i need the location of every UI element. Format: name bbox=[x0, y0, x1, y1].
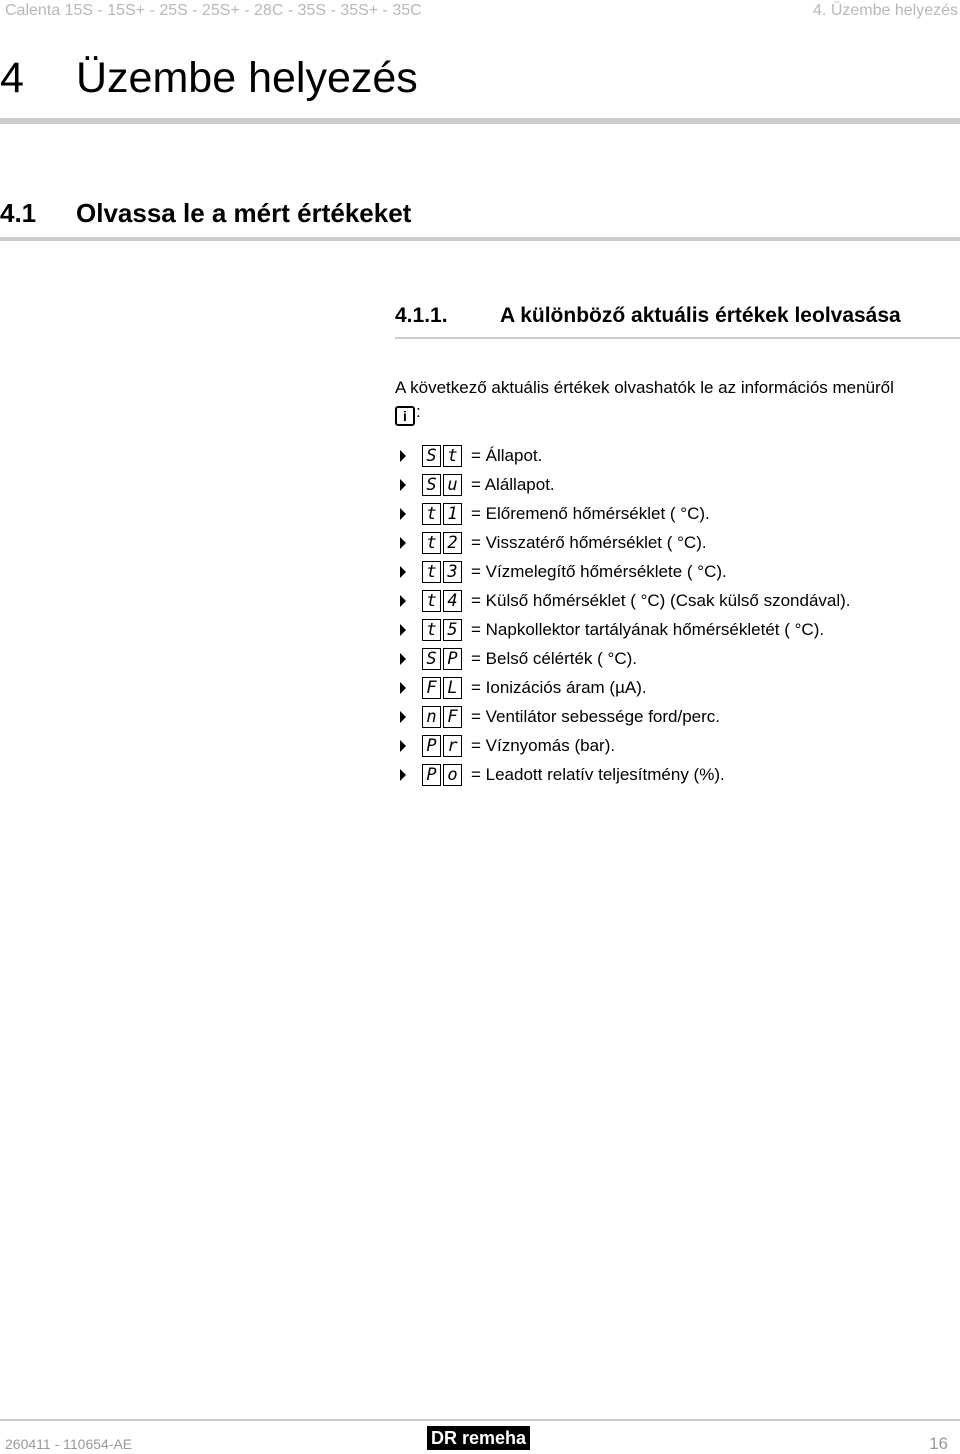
display-segment: P bbox=[422, 735, 441, 757]
item-description: = Víznyomás (bar). bbox=[471, 735, 616, 755]
display-segment: 4 bbox=[443, 590, 462, 612]
chapter-rule bbox=[0, 118, 960, 124]
display-code bbox=[422, 445, 462, 467]
display-segment: F bbox=[422, 677, 441, 699]
bullet-arrow-icon bbox=[400, 682, 406, 694]
display-segment: t bbox=[422, 503, 441, 525]
intro-paragraph bbox=[395, 376, 955, 426]
item-description: = Vízmelegítő hőmérséklete ( °C). bbox=[471, 561, 727, 581]
list-item bbox=[400, 441, 851, 470]
section-rule bbox=[0, 237, 960, 241]
running-header-right: 4. Üzembe helyezés bbox=[813, 2, 958, 19]
intro-text: A következő aktuális értékek olvashatók le az információs menüről bbox=[395, 378, 894, 397]
item-description: = Visszatérő hőmérséklet ( °C). bbox=[471, 532, 707, 552]
list-item bbox=[400, 644, 851, 673]
display-code bbox=[422, 532, 462, 554]
display-segment: S bbox=[422, 445, 441, 467]
subsection-rule bbox=[395, 337, 960, 339]
display-code bbox=[422, 561, 462, 583]
item-description: = Ventilátor sebessége ford/perc. bbox=[471, 706, 721, 726]
list-item bbox=[400, 557, 851, 586]
display-segment: t bbox=[422, 561, 441, 583]
bullet-arrow-icon bbox=[400, 566, 406, 578]
subsection-title: A különböző aktuális értékek leolvasása bbox=[500, 304, 901, 327]
list-item bbox=[400, 760, 851, 789]
intro-suffix: : bbox=[416, 402, 421, 421]
display-code bbox=[422, 648, 462, 670]
list-item bbox=[400, 615, 851, 644]
chapter-title: Üzembe helyezés bbox=[76, 54, 418, 102]
page-number: 16 bbox=[929, 1434, 948, 1453]
info-icon: i bbox=[395, 406, 415, 426]
bullet-arrow-icon bbox=[400, 624, 406, 636]
bullet-arrow-icon bbox=[400, 508, 406, 520]
display-code bbox=[422, 503, 462, 525]
list-item bbox=[400, 499, 851, 528]
item-description: = Alállapot. bbox=[471, 474, 555, 494]
display-code bbox=[422, 619, 462, 641]
chapter-number: 4 bbox=[0, 54, 24, 102]
item-description: = Ionizációs áram (µA). bbox=[471, 677, 647, 697]
list-item bbox=[400, 702, 851, 731]
bullet-arrow-icon bbox=[400, 740, 406, 752]
display-segment: t bbox=[422, 590, 441, 612]
display-segment: n bbox=[422, 706, 441, 728]
display-code bbox=[422, 590, 462, 612]
item-description: = Napkollektor tartályának hőmérsékletét ( °C). bbox=[471, 619, 825, 639]
display-code bbox=[422, 735, 462, 757]
display-segment: S bbox=[422, 474, 441, 496]
item-description: = Állapot. bbox=[471, 445, 543, 465]
display-segment: t bbox=[422, 532, 441, 554]
bullet-arrow-icon bbox=[400, 537, 406, 549]
remeha-logo: DR remeha bbox=[427, 1426, 530, 1450]
display-segment: 5 bbox=[443, 619, 462, 641]
display-segment: 2 bbox=[443, 532, 462, 554]
item-description: = Leadott relatív teljesítmény (%). bbox=[471, 764, 725, 784]
display-segment: t bbox=[443, 445, 462, 467]
item-description: = Előremenő hőmérséklet ( °C). bbox=[471, 503, 710, 523]
display-code bbox=[422, 764, 462, 786]
item-description: = Külső hőmérséklet ( °C) (Csak külső szondával). bbox=[471, 590, 851, 610]
bullet-arrow-icon bbox=[400, 595, 406, 607]
display-segment: 1 bbox=[443, 503, 462, 525]
bullet-arrow-icon bbox=[400, 479, 406, 491]
list-item bbox=[400, 673, 851, 702]
subsection-number: 4.1.1. bbox=[395, 304, 448, 327]
section-title: Olvassa le a mért értékeket bbox=[76, 198, 412, 228]
bullet-arrow-icon bbox=[400, 711, 406, 723]
display-segment: S bbox=[422, 648, 441, 670]
section-number: 4.1 bbox=[0, 198, 37, 228]
list-item bbox=[400, 528, 851, 557]
display-segment: t bbox=[422, 619, 441, 641]
display-segment: F bbox=[443, 706, 462, 728]
chapter-heading bbox=[0, 54, 418, 103]
list-item bbox=[400, 470, 851, 499]
readings-list bbox=[400, 441, 851, 789]
list-item bbox=[400, 731, 851, 760]
display-segment: r bbox=[443, 735, 462, 757]
display-code bbox=[422, 706, 462, 728]
subsection-heading bbox=[395, 304, 901, 328]
display-code bbox=[422, 474, 462, 496]
display-segment: o bbox=[443, 764, 462, 786]
section-heading bbox=[0, 198, 411, 229]
display-segment: P bbox=[443, 648, 462, 670]
display-segment: u bbox=[443, 474, 462, 496]
running-header-left: Calenta 15S - 15S+ - 25S - 25S+ - 28C - 35S - 35S+ - 35C bbox=[5, 2, 422, 19]
display-segment: L bbox=[443, 677, 462, 699]
bullet-arrow-icon bbox=[400, 653, 406, 665]
display-segment: 3 bbox=[443, 561, 462, 583]
bullet-arrow-icon bbox=[400, 450, 406, 462]
display-segment: P bbox=[422, 764, 441, 786]
item-description: = Belső célérték ( °C). bbox=[471, 648, 637, 668]
list-item bbox=[400, 586, 851, 615]
bullet-arrow-icon bbox=[400, 769, 406, 781]
display-code bbox=[422, 677, 462, 699]
document-code: 260411 - 110654-AE bbox=[5, 1436, 133, 1452]
footer-rule bbox=[0, 1419, 960, 1421]
